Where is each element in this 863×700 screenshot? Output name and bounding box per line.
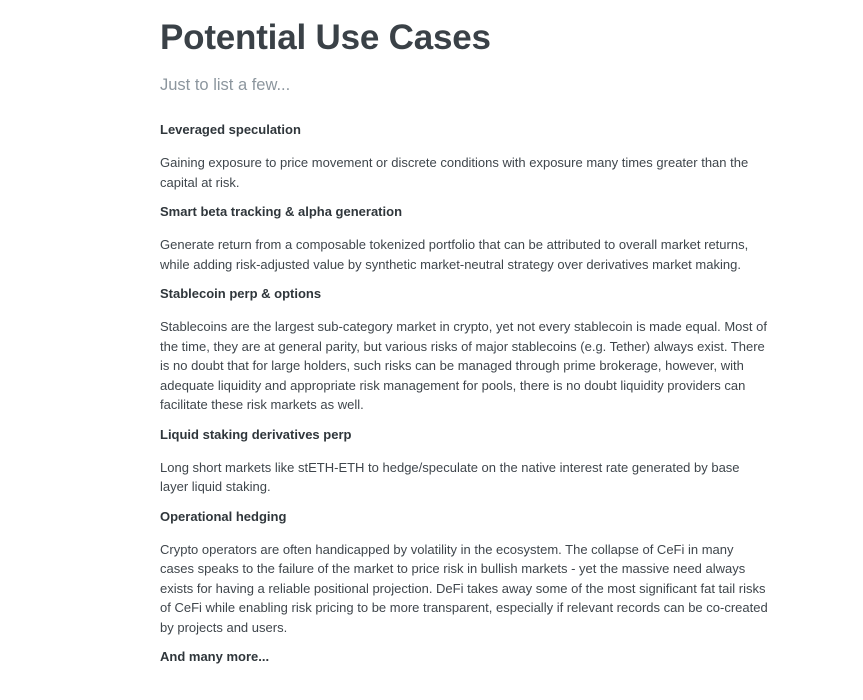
closing-line: And many more...: [160, 649, 270, 664]
section-body: Stablecoins are the largest sub-category market in crypto, yet not every stablecoin is made equal. Most of the time, they are at general parity, but various risks of major stablecoins (e.g. Tether) always exist. There is no doubt that for large holders, such risks can be managed through prime brokerage, however, with adequate liquidity and appropriate risk management for pools, there is no doubt liquidity providers can facilitate these risk markets as well.: [160, 319, 767, 412]
use-case-list: [160, 121, 770, 666]
section-heading: Liquid staking derivatives perp: [160, 426, 352, 442]
use-case-section: [160, 121, 770, 192]
section-heading: Smart beta tracking & alpha generation: [160, 204, 403, 219]
use-case-section: [160, 508, 770, 638]
use-case-section: [160, 285, 770, 415]
section-heading: Operational hedging: [160, 508, 287, 524]
section-body: Long short markets like stETH-ETH to hedge/speculate on the native interest rate generated by base layer liquid staking.: [160, 459, 740, 494]
page-title: Potential Use Cases: [160, 18, 491, 57]
section-body: Generate return from a composable tokenized portfolio that can be attributed to overall market returns, while adding risk-adjusted value by synthetic market-neutral strategy over derivatives market making.: [160, 237, 749, 272]
use-case-section: [160, 426, 770, 497]
section-body: Crypto operators are often handicapped by volatility in the ecosystem. The collapse of CeFi in many cases speaks to the failure of the market to price risk in bullish markets - yet the massive need always exists for having a reliable positional projection. DeFi takes away some of the most significant fat tail risks of CeFi while enabling risk pricing to be more transparent, especially if relevant records can be co-created by projects and users.: [160, 541, 768, 635]
page-subtitle: Just to list a few...: [160, 76, 291, 94]
use-case-section: [160, 203, 770, 274]
section-heading: Leveraged speculation: [160, 122, 301, 137]
section-heading: Stablecoin perp & options: [160, 286, 322, 301]
article: [160, 0, 770, 666]
section-body: Gaining exposure to price movement or discrete conditions with exposure many times greater than the capital at risk.: [160, 155, 749, 190]
